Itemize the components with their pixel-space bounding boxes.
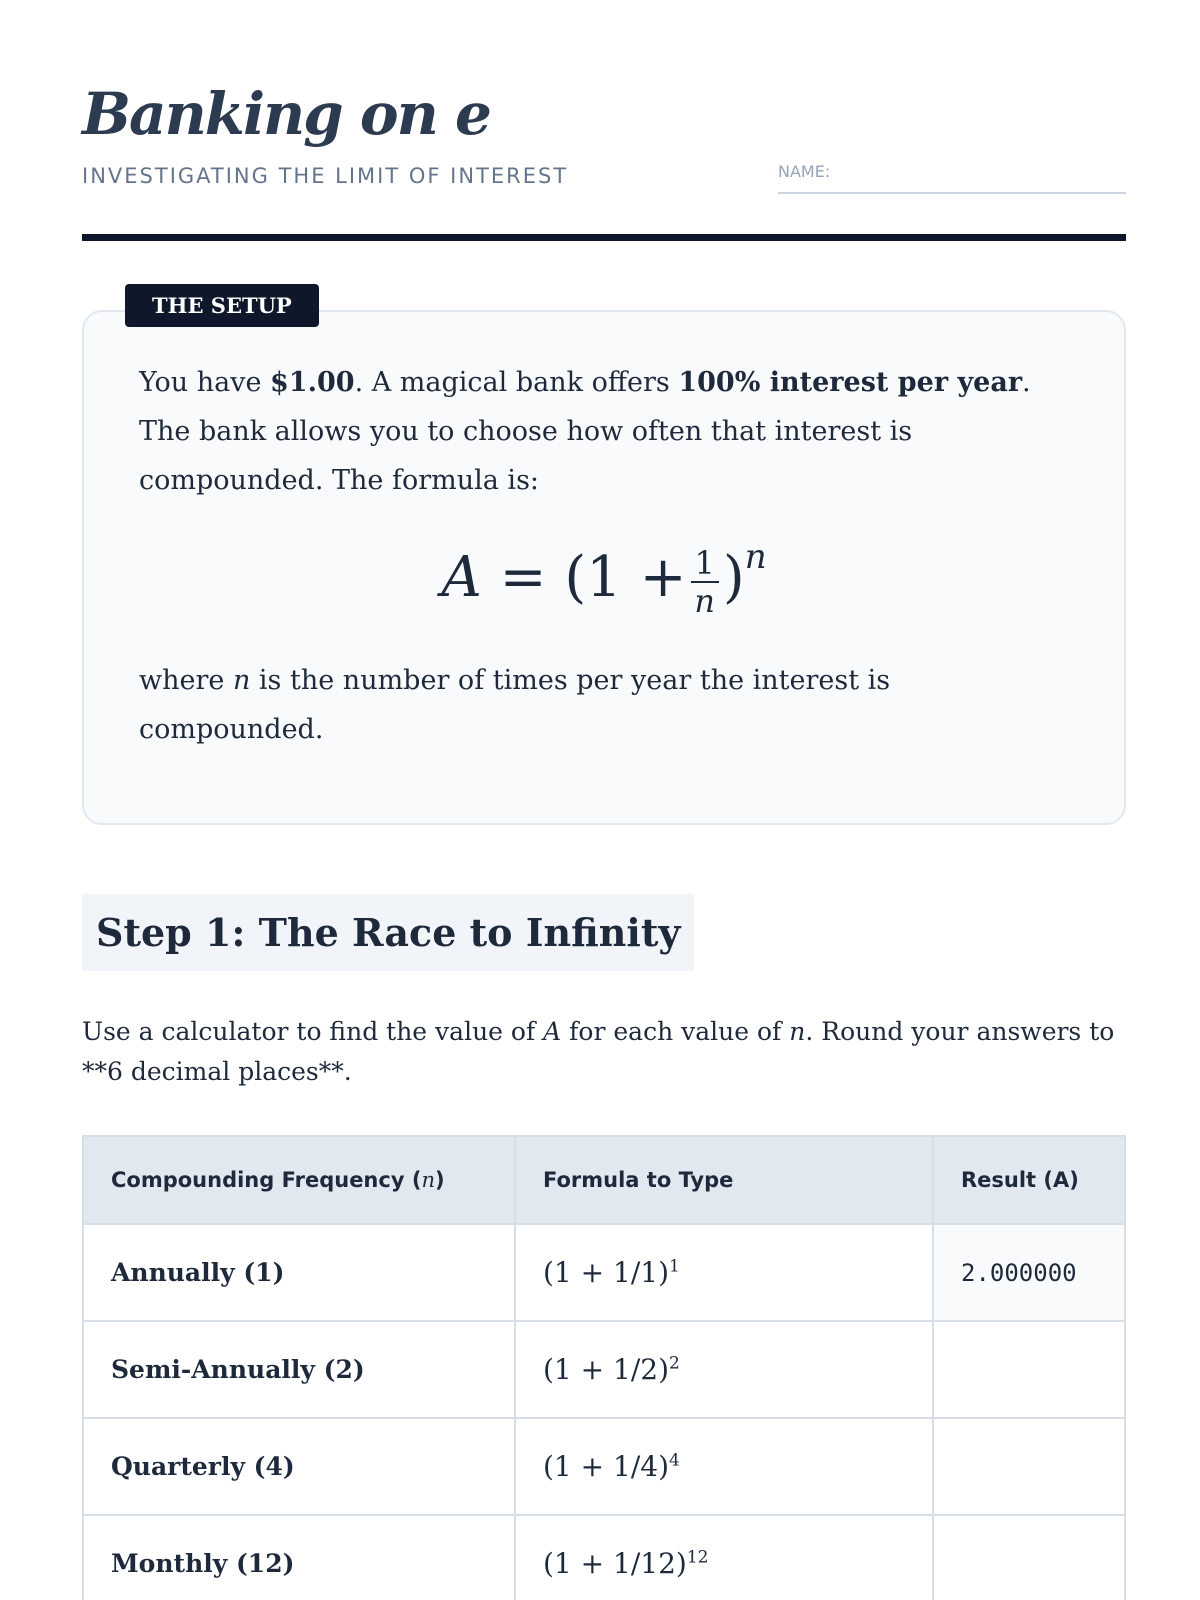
formula-close: ) — [722, 545, 745, 610]
text: is the number of times per year the interest is compounded. — [139, 665, 891, 745]
table-row — [83, 1224, 1125, 1321]
name-label: NAME: — [778, 162, 831, 181]
text: where — [139, 665, 233, 696]
var-n: n — [789, 1017, 806, 1046]
formula-eq: = — [499, 545, 547, 610]
result-input[interactable] — [933, 1418, 1125, 1515]
amount: $1.00 — [270, 367, 355, 398]
formula-base: (1 + 1/12) — [543, 1547, 687, 1580]
results-table — [82, 1135, 1126, 1600]
step1-heading: Step 1: The Race to Infinity — [82, 894, 694, 971]
header-frequency — [83, 1136, 515, 1224]
result-input[interactable] — [933, 1515, 1125, 1600]
setup-paragraph — [139, 358, 1069, 505]
text: You have — [139, 367, 271, 398]
formula-exponent: 1 — [669, 1256, 680, 1277]
table-row — [83, 1418, 1125, 1515]
denominator: n — [694, 581, 716, 620]
var-n: n — [232, 665, 251, 696]
formula-base: (1 + 1/1) — [543, 1256, 669, 1289]
text: for each value of — [561, 1017, 790, 1046]
formula-open: (1 + — [564, 545, 687, 610]
table-row — [83, 1321, 1125, 1418]
setup-note — [139, 656, 1069, 754]
frequency-cell: Monthly (12) — [83, 1515, 515, 1600]
text: . Round your answers to **6 decimal places**. — [82, 1017, 1115, 1086]
setup-box — [82, 310, 1126, 825]
text: ) — [434, 1168, 445, 1192]
formula-exponent: 12 — [686, 1547, 709, 1568]
text: . The bank allows you to choose how often that interest is compounded. The formula is: — [139, 367, 1031, 496]
formula-cell — [515, 1418, 933, 1515]
formula-cell — [515, 1224, 933, 1321]
formula-cell — [515, 1321, 933, 1418]
var-n: n — [421, 1168, 435, 1192]
table-header-row — [83, 1136, 1125, 1224]
formula-lhs: A — [441, 545, 482, 610]
step1-instructions — [82, 1012, 1126, 1092]
header-result: Result (A) — [933, 1136, 1125, 1224]
var-a: A — [543, 1017, 562, 1046]
formula-fraction — [691, 545, 719, 619]
formula-exponent: 4 — [669, 1450, 680, 1471]
page-subtitle: INVESTIGATING THE LIMIT OF INTEREST — [82, 164, 569, 188]
setup-badge: THE SETUP — [125, 284, 319, 327]
compound-formula — [84, 537, 1124, 619]
result-input[interactable] — [933, 1321, 1125, 1418]
page-title: Banking on e — [82, 80, 490, 148]
formula-base: (1 + 1/4) — [543, 1450, 669, 1483]
header-divider — [82, 234, 1126, 241]
formula-exponent: 2 — [669, 1353, 680, 1374]
text: Compounding Frequency ( — [111, 1168, 422, 1192]
result-input[interactable]: 2.000000 — [933, 1224, 1125, 1321]
text: . A magical bank offers — [354, 367, 679, 398]
name-field[interactable] — [778, 162, 1126, 194]
table-row — [83, 1515, 1125, 1600]
formula-exponent: n — [744, 537, 767, 577]
text: Use a calculator to find the value of — [82, 1017, 544, 1046]
formula-cell — [515, 1515, 933, 1600]
formula-base: (1 + 1/2) — [543, 1353, 669, 1386]
frequency-cell: Quarterly (4) — [83, 1418, 515, 1515]
interest-rate: 100% interest per year — [678, 367, 1023, 398]
frequency-cell: Semi-Annually (2) — [83, 1321, 515, 1418]
frequency-cell: Annually (1) — [83, 1224, 515, 1321]
header-formula: Formula to Type — [515, 1136, 933, 1224]
numerator: 1 — [691, 545, 719, 583]
